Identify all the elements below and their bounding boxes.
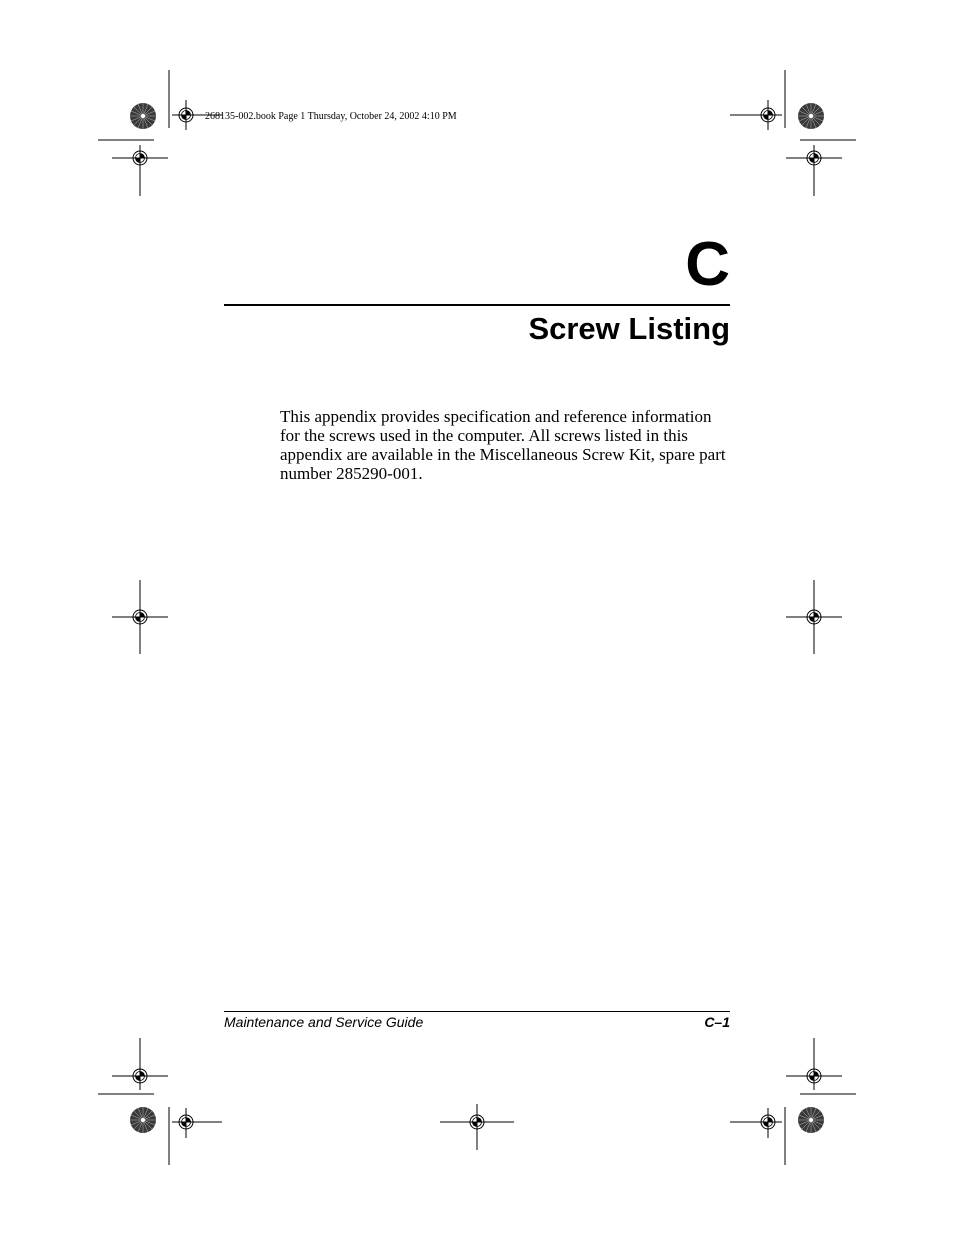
- chapter-letter: C: [685, 230, 730, 299]
- book-info-header: 268135-002.book Page 1 Thursday, October 24, 2002 4:10 PM: [205, 111, 457, 122]
- footer-rule: [224, 1011, 730, 1012]
- footer-guide-title: Maintenance and Service Guide: [224, 1014, 424, 1030]
- page-number: C–1: [704, 1014, 730, 1030]
- intro-paragraph: This appendix provides specification and reference information for the screws used in the computer. All screws listed in this appendix are available in the Miscellaneous Screw Kit, spare part number 285290-001.: [280, 407, 726, 483]
- title-rule: [224, 304, 730, 306]
- page-title: Screw Listing: [528, 311, 730, 346]
